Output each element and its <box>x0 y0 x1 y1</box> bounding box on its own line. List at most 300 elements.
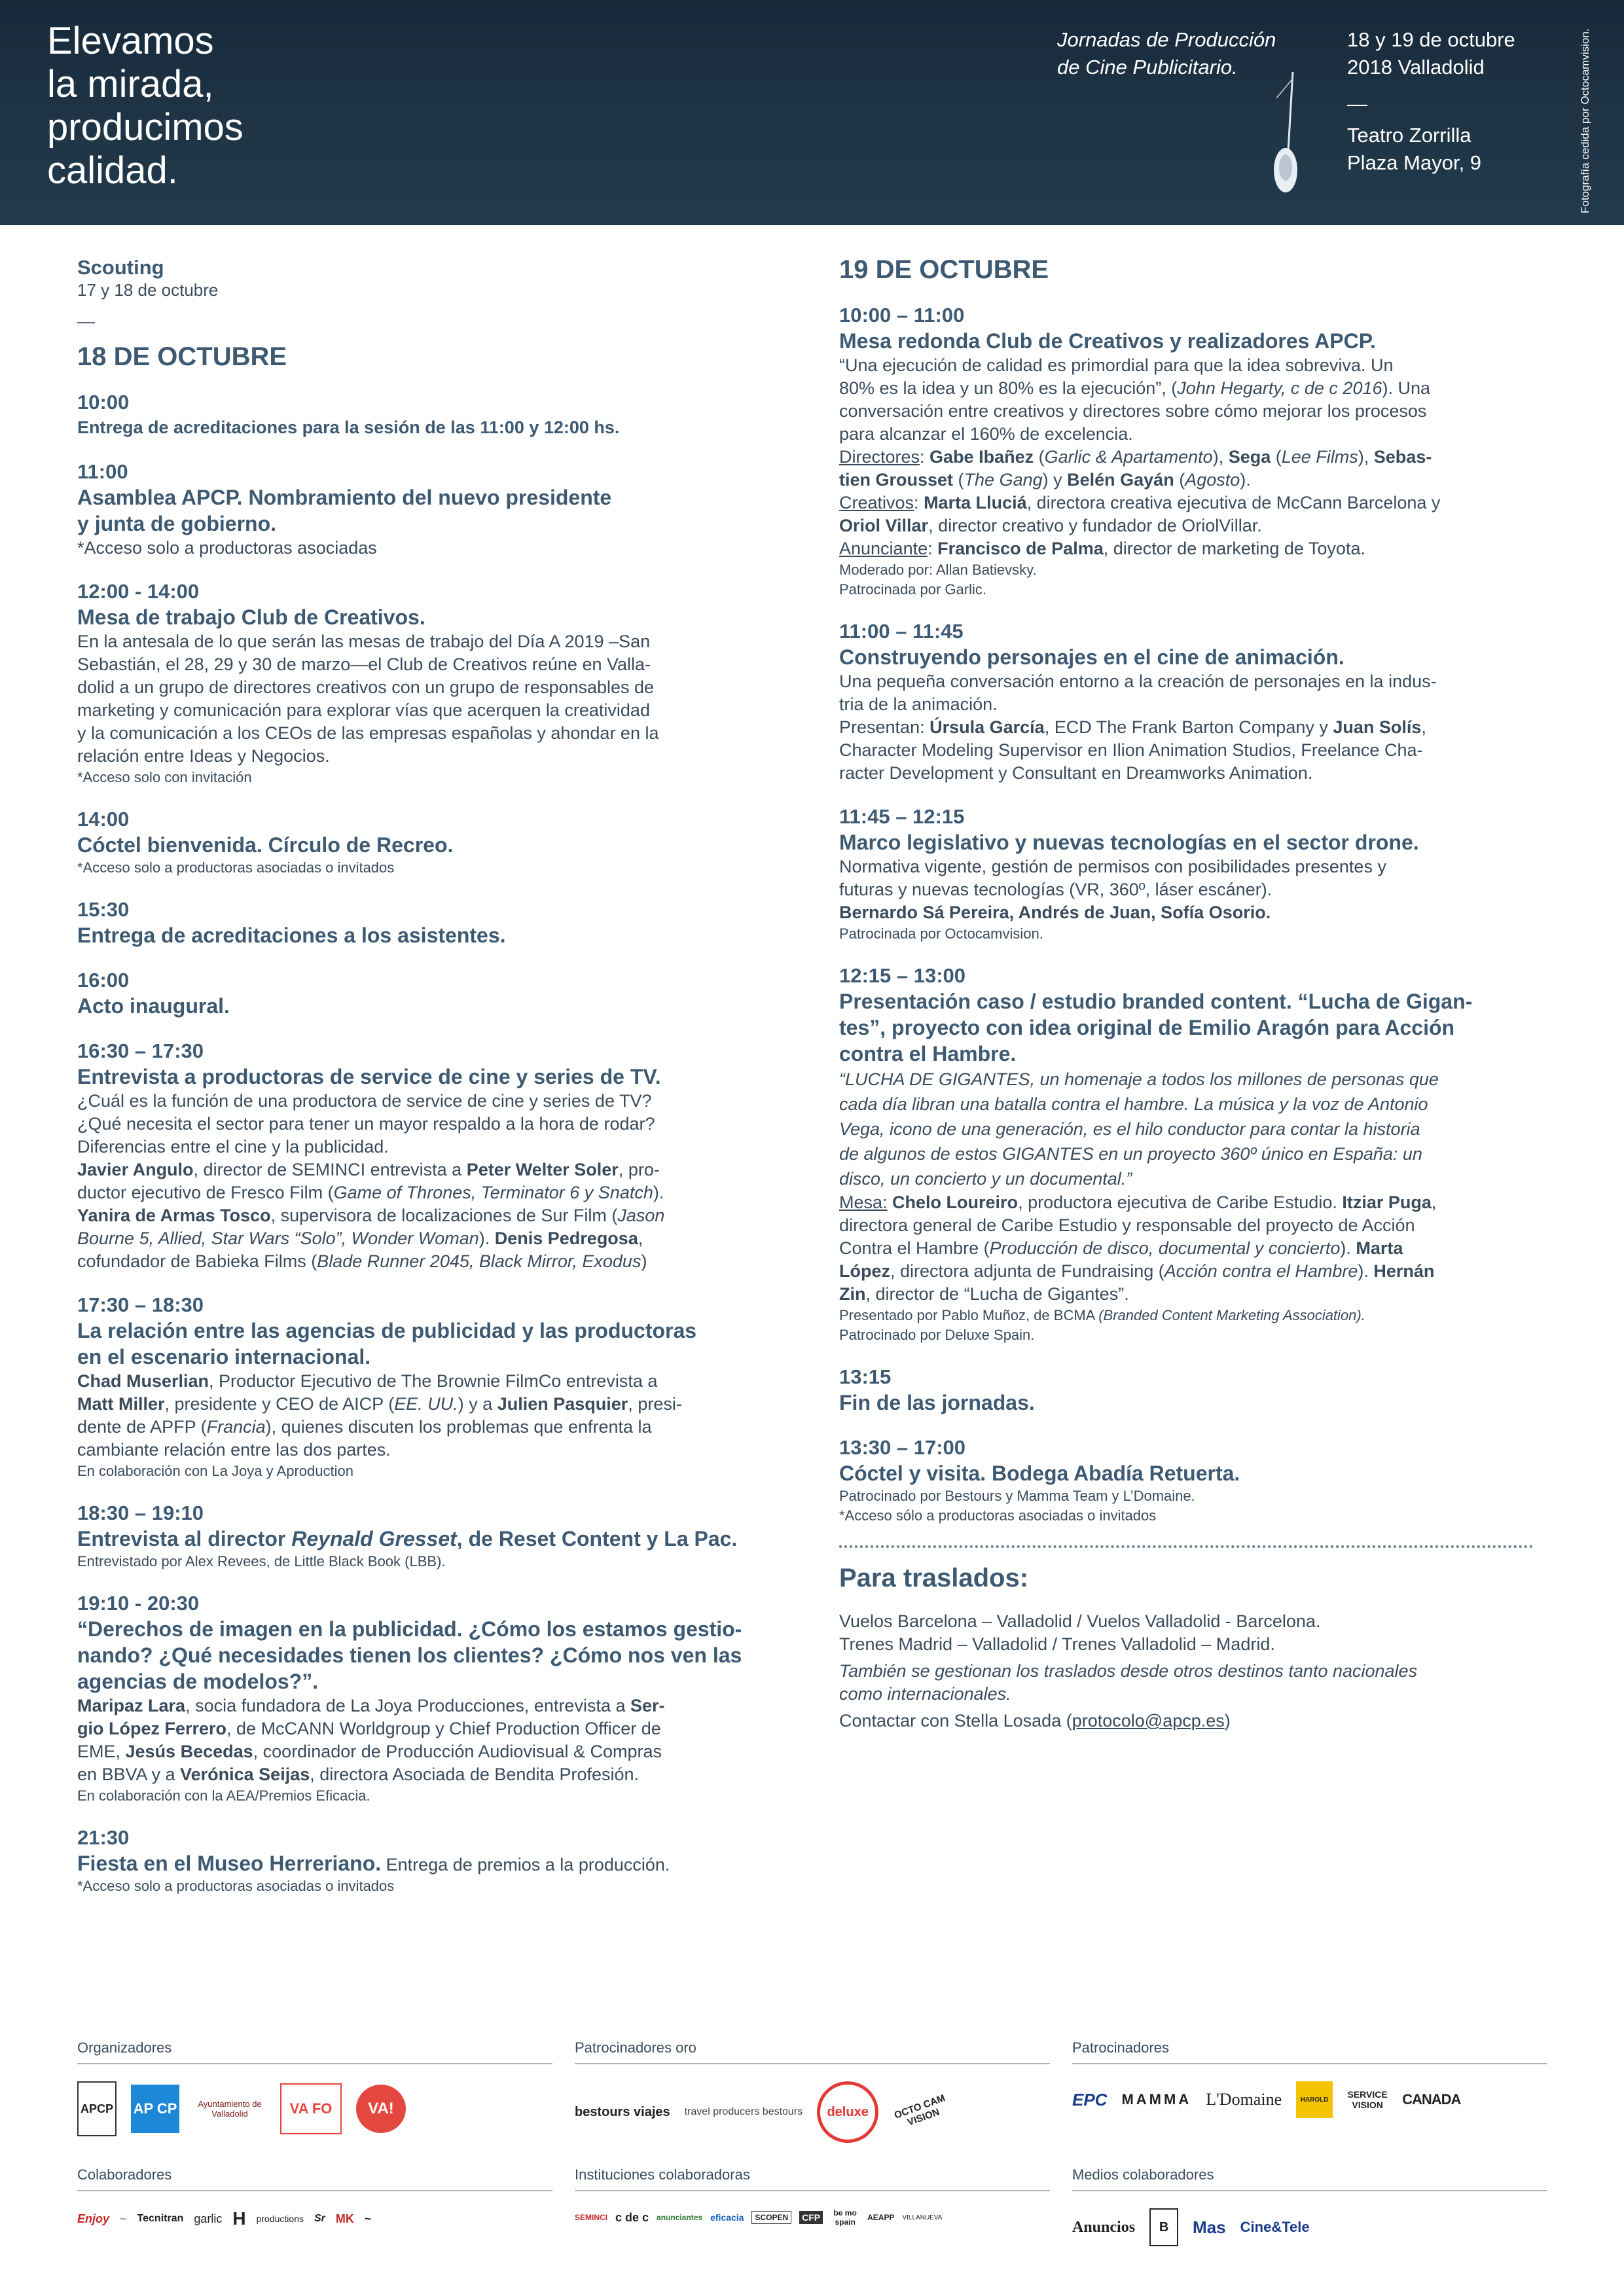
email-link[interactable]: protocolo@apcp.es <box>1072 1711 1225 1731</box>
collaborator-logo: garlic <box>194 2212 223 2225</box>
speaker-name: Marta <box>1356 1238 1403 1258</box>
session-title: “Derechos de imagen en la publicidad. ¿Cómo los estamos gestio- <box>77 1617 742 1641</box>
speaker-name: Peter Welter Soler <box>466 1160 619 1179</box>
text: , Productor Ejecutivo de The Brownie FilmCo entrevista a <box>209 1371 658 1391</box>
quote-line: “LUCHA DE GIGANTES, un homenaje a todos los millones de personas que <box>839 1069 1439 1089</box>
text: Lee Films <box>1281 447 1358 467</box>
bestours-logo: bestours viajes <box>575 2104 670 2119</box>
institution-logo: AEAPP <box>867 2213 895 2222</box>
session-time: 11:00 <box>77 460 128 483</box>
dash: — <box>1347 92 1367 115</box>
session-time: 14:00 <box>77 808 130 831</box>
session-note <box>839 1306 1553 1325</box>
footer-divider <box>1072 2190 1547 2191</box>
travel-producers-logo: travel producers bestours <box>684 2106 803 2117</box>
text: , directora adjunta de Fundraising ( <box>890 1261 1164 1281</box>
text: ductor ejecutivo de Fresco Film ( <box>77 1183 334 1202</box>
institution-logo: c de c <box>615 2210 649 2224</box>
text: (Branded Content Marketing Association). <box>1098 1307 1365 1323</box>
collaborator-logo: H <box>232 2208 246 2229</box>
speaker-name: Jesús Becedas <box>125 1742 253 1761</box>
speaker-name: Gabe Ibañez <box>929 447 1034 467</box>
session-note: Patrocinado por Deluxe Spain. <box>839 1327 1035 1343</box>
schedule-day-19 <box>839 255 1553 1732</box>
quote-line: Vega, icono de una generación, es el hilo conductor para contar la historia <box>839 1119 1420 1139</box>
text: 80% es la idea y un 80% es la ejecución”, ( <box>839 378 1178 398</box>
text: John Hegarty, c de c 2016 <box>1177 378 1382 398</box>
session-time: 12:00 - 14:00 <box>77 580 200 603</box>
text: APCP <box>80 2102 113 2115</box>
collaborator-logo: ~ <box>364 2212 372 2225</box>
session <box>77 459 791 560</box>
transfers-line: Trenes Madrid – Valladolid / Trenes Valladolid – Madrid. <box>839 1634 1275 1654</box>
mamma-logo: MAMMA <box>1121 2091 1192 2108</box>
footer-label: Colaboradores <box>77 2166 172 2183</box>
session-note: *Acceso solo a productoras asociadas o invitados <box>77 1878 395 1894</box>
text: , productora ejecutiva de Caribe Estudio. <box>1018 1193 1343 1212</box>
speaker-name: Zin <box>839 1284 866 1304</box>
text: Presentan: <box>839 717 930 737</box>
text: , presidente y CEO de AICP ( <box>164 1394 395 1414</box>
event-line: de Cine Publicitario. <box>1057 56 1238 79</box>
session-time: 10:00 <box>77 391 130 414</box>
session-body <box>77 1227 791 1250</box>
session-note: Patrocinado por Bestours y Mamma Team y L’Domaine. <box>839 1488 1195 1504</box>
valladolid-logo: Ayuntamiento de Valladolid <box>198 2099 262 2119</box>
session-time: 10:00 – 11:00 <box>839 304 965 327</box>
session-title: contra el Hambre. <box>839 1042 1017 1066</box>
session-body: directora general de Caribe Estudio y responsable del proyecto de Acción <box>839 1215 1415 1235</box>
session-title: Marco legislativo y nuevas tecnologías en el sector drone. <box>839 831 1419 854</box>
speaker-name: Javier Angulo <box>77 1160 194 1179</box>
session-time: 13:15 <box>839 1365 892 1388</box>
session-note: *Acceso solo a productoras asociadas <box>77 538 377 558</box>
speaker-name: Matt Miller <box>77 1394 165 1414</box>
session-title: Acto inaugural. <box>77 994 230 1018</box>
footer-divider <box>1072 2063 1547 2064</box>
footer-divider <box>575 2190 1050 2191</box>
slogan-line: la mirada, <box>47 63 214 105</box>
logo-row <box>1072 2081 1547 2118</box>
session-body <box>77 1763 791 1786</box>
transfers-contact <box>839 1710 1553 1732</box>
session <box>77 1825 791 1896</box>
text: , <box>1421 717 1426 737</box>
session-time: 11:45 – 12:15 <box>839 805 965 828</box>
session-body <box>77 1204 791 1227</box>
session-title: La relación entre las agencias de publicidad y las productoras <box>77 1319 697 1342</box>
session-body: ¿Cuál es la función de una productora de service de cine y series de TV? <box>77 1091 652 1111</box>
logo-row <box>77 2081 552 2136</box>
scouting-dates: 17 y 18 de octubre <box>77 280 219 300</box>
speaker-name: Chad Muserlian <box>77 1371 209 1391</box>
venue-line: Plaza Mayor, 9 <box>1347 151 1482 174</box>
session-body: tria de la animación. <box>839 694 998 714</box>
session-time: 12:15 – 13:00 <box>839 964 966 987</box>
institution-logo: eficacia <box>710 2212 744 2223</box>
footer-divider <box>77 2063 552 2064</box>
text: , pro- <box>618 1160 660 1179</box>
session <box>77 579 791 787</box>
ldomaine-logo: L'Domaine <box>1206 2090 1282 2109</box>
collaborator-logo: Tecnitran <box>137 2213 184 2224</box>
logo-row <box>1072 2208 1547 2246</box>
session <box>839 303 1553 600</box>
vafo-logo: VA FO <box>280 2083 342 2134</box>
session-title: tes”, proyecto con idea original de Emilio Aragón para Acción <box>839 1016 1455 1039</box>
session-note: En colaboración con la AEA/Premios Eficacia. <box>77 1787 370 1804</box>
text: Agosto <box>1185 470 1240 490</box>
session-body: Anunciante: Francisco de Palma, director de marketing de Toyota. <box>839 539 1365 558</box>
collaborators-block <box>77 2166 552 2229</box>
quote-line: de algunos de estos GIGANTES en un proyecto 360º único en España: un <box>839 1144 1422 1164</box>
session <box>77 390 791 440</box>
session-body: cambiante relación entre las dos partes. <box>77 1440 391 1460</box>
session-note: Entrevistado por Alex Revees, de Little Black Book (LBB). <box>77 1553 446 1570</box>
text: ). <box>478 1229 495 1248</box>
collaborator-logo: MK <box>335 2212 354 2225</box>
text: Creativos <box>839 493 914 512</box>
text: The Gang <box>964 470 1043 490</box>
venue-line: Teatro Zorrilla <box>1347 124 1471 147</box>
session-title: Mesa de trabajo Club de Creativos. <box>77 605 425 629</box>
session-body <box>77 1181 791 1204</box>
text: ) <box>1224 1711 1231 1731</box>
session-time: 15:30 <box>77 898 130 921</box>
text: EME, <box>77 1742 126 1761</box>
speaker-name: Verónica Seijas <box>180 1765 310 1784</box>
session-title <box>77 1850 791 1876</box>
text: , de McCANN Worldgroup y Chief Production Officer de <box>226 1719 661 1738</box>
speaker-name: Úrsula García <box>929 717 1045 737</box>
event-dates-venue <box>1347 26 1515 177</box>
session-body <box>77 1740 791 1763</box>
session-title: y junta de gobierno. <box>77 512 277 535</box>
text: , <box>1431 1193 1437 1212</box>
text: Fiesta en el Museo Herreriano. <box>77 1852 382 1875</box>
speaker-name: Denis Pedregosa <box>494 1229 638 1248</box>
session-title <box>77 1526 791 1552</box>
text: Presentado por Pablo Muñoz, de BCMA <box>839 1307 1099 1323</box>
session-time: 11:00 – 11:45 <box>839 620 964 643</box>
speaker-name: gio López Ferrero <box>77 1719 227 1738</box>
collaborator-logo: productions <box>256 2214 304 2224</box>
institution-logo: VILLANUEVA <box>902 2214 943 2221</box>
text: Directores <box>839 447 920 467</box>
day-title: 19 DE OCTUBRE <box>839 255 1049 284</box>
text: ). Una <box>1382 378 1431 398</box>
session-title: Entrevista a productoras de service de cine y series de TV. <box>77 1065 661 1088</box>
epc-logo: EPC <box>1072 2089 1108 2109</box>
text: , <box>638 1229 643 1248</box>
deluxe-logo: deluxe <box>817 2081 878 2143</box>
session-body: conversación entre creativos y directores sobre cómo mejorar los procesos <box>839 401 1427 421</box>
speaker-name: López <box>839 1261 890 1281</box>
text: Producción de disco, documental y concierto <box>989 1238 1341 1258</box>
session-title: Cóctel y visita. Bodega Abadía Retuerta. <box>839 1462 1240 1485</box>
institution-logo: be mo spain <box>833 2208 857 2227</box>
text: , directora Asociada de Bendita Profesión. <box>310 1765 640 1784</box>
footer-divider <box>575 2063 1050 2064</box>
session-body: Diferencias entre el cine y la publicidad. <box>77 1137 389 1157</box>
event-line: Jornadas de Producción <box>1057 28 1276 51</box>
text: Entrevista al director <box>77 1527 292 1551</box>
session-body: y la comunicación a los CEOs de las empresas españolas y ahondar en la <box>77 723 659 743</box>
slogan-line: calidad. <box>47 149 178 192</box>
speaker-name: Hernán <box>1373 1261 1435 1281</box>
b-logo: B <box>1149 2208 1178 2246</box>
session-body: Directores: Gabe Ibañez (Garlic & Apartamento), Sega (Lee Films), Sebas- <box>839 447 1432 467</box>
quote-line: cada día libran una batalla contra el hambre. La música y la voz de Antonio <box>839 1094 1428 1114</box>
session-body: En la antesala de lo que serán las mesas de trabajo del Día A 2019 –San <box>77 632 651 651</box>
institution-logo: CFP <box>799 2211 823 2224</box>
speaker-name: Julien Pasquier <box>497 1394 628 1414</box>
session-body <box>839 1191 1553 1214</box>
session-title: Fin de las jornadas. <box>839 1391 1035 1414</box>
text: en BBVA y a <box>77 1765 181 1784</box>
organizers-block <box>77 2039 552 2136</box>
slogan <box>47 20 244 192</box>
scouting-title: Scouting <box>77 256 164 279</box>
service-vision-logo: SERVICE VISION <box>1347 2089 1388 2110</box>
session-time: 17:30 – 18:30 <box>77 1293 204 1316</box>
session-time: 13:30 – 17:00 <box>839 1436 966 1459</box>
text: ). <box>653 1183 664 1202</box>
session-title: Presentación caso / estudio branded content. “Lucha de Gigan- <box>839 990 1473 1013</box>
session-body <box>839 1237 1553 1260</box>
session-note: *Acceso solo con invitación <box>77 769 252 785</box>
session-time: 16:00 <box>77 969 130 992</box>
footer-label: Organizadores <box>77 2039 172 2056</box>
cinetele-logo: Cine&Tele <box>1240 2219 1310 2235</box>
session-body <box>839 514 1553 537</box>
session-quote <box>839 1067 1553 1191</box>
text: Bourne 5, Allied, Star Wars “Solo”, Wonder Woman <box>77 1229 479 1248</box>
text: , director de marketing de Toyota. <box>1103 539 1365 558</box>
speaker-name: Juan Solís <box>1333 717 1422 737</box>
session-body: Sebastián, el 28, 29 y 30 de marzo—el Club de Creativos reúne en Valla- <box>77 655 651 674</box>
footer-divider <box>77 2190 552 2191</box>
apcp-logo <box>77 2081 117 2136</box>
text: , coordinador de Producción Audiovisual & Compras <box>253 1742 662 1761</box>
schedule-day-18 <box>77 255 791 1916</box>
text: Anunciante <box>839 539 928 558</box>
speaker-name: Ser- <box>630 1696 665 1715</box>
session <box>839 1365 1553 1416</box>
session-note: En colaboración con La Joya y Aproduction <box>77 1463 353 1479</box>
institution-logo: SCOPEN <box>751 2211 791 2224</box>
text: dente de APFP ( <box>77 1417 207 1437</box>
event-name <box>1057 26 1276 81</box>
dash: — <box>77 312 95 331</box>
session-body: Una pequeña conversación entorno a la creación de personajes en la indus- <box>839 672 1437 691</box>
session <box>839 804 1553 944</box>
text: cofundador de Babieka Films ( <box>77 1251 317 1271</box>
anuncios-logo: Anuncios <box>1072 2218 1136 2236</box>
institution-logo: SEMINCI <box>575 2213 608 2222</box>
institutions-block <box>575 2166 1050 2227</box>
text: Acción contra el Hambre <box>1164 1261 1358 1281</box>
session <box>77 1501 791 1571</box>
text: ). <box>1340 1238 1356 1258</box>
session-title: Entrega de acreditaciones para la sesión de las 11:00 y 12:00 hs. <box>77 418 620 437</box>
collaborator-logo: Enjoy <box>77 2212 110 2225</box>
speaker-name: Francisco de Palma <box>937 539 1104 558</box>
institution-logo: anunciantes <box>657 2213 703 2222</box>
session-title: Asamblea APCP. Nombramiento del nuevo presidente <box>77 486 612 509</box>
day-title: 18 DE OCTUBRE <box>77 342 287 371</box>
header-banner <box>0 0 1624 225</box>
session-body <box>77 1393 791 1416</box>
session-body: racter Development y Consultant en Dreamworks Animation. <box>839 763 1313 783</box>
text: ), quienes discuten los problemas que enfrenta la <box>265 1417 652 1437</box>
photo-credit: Fotografía cedida por Octocamvision. <box>1579 28 1591 213</box>
session <box>77 807 791 878</box>
text: Mesa: <box>839 1193 888 1212</box>
session-body <box>77 1250 791 1273</box>
session-time: 18:30 – 19:10 <box>77 1501 204 1524</box>
octocamvision-logo: OCTO CAM VISION <box>893 2092 947 2128</box>
slogan-line: Elevamos <box>47 20 214 62</box>
footer-label: Patrocinadores <box>1072 2039 1169 2056</box>
session-body <box>77 1717 791 1740</box>
text: Entrega de premios a la producción. <box>381 1855 670 1874</box>
session-note: *Acceso sólo a productoras asociadas o invitados <box>839 1507 1157 1524</box>
session-body <box>839 1260 1553 1283</box>
session-body: Character Modeling Supervisor en Ilion Animation Studios, Freelance Cha- <box>839 740 1423 760</box>
session-body <box>839 1283 1553 1306</box>
sponsors-block <box>1072 2039 1547 2118</box>
text: , supervisora de localizaciones de Sur Film ( <box>270 1206 618 1225</box>
text: Garlic & Apartamento <box>1044 447 1213 467</box>
session-body <box>77 1370 791 1393</box>
speaker-name: Oriol Villar <box>839 516 929 535</box>
session-time: 16:30 – 17:30 <box>77 1039 204 1062</box>
session-body <box>77 1695 791 1717</box>
text: EE. UU. <box>394 1394 458 1414</box>
text: , director de “Lucha de Gigantes”. <box>865 1284 1129 1304</box>
text: , director creativo y fundador de OriolVillar. <box>928 516 1262 535</box>
logo-row <box>575 2208 1050 2227</box>
session-body: tien Grousset (The Gang) y Belén Gayán (Agosto). <box>839 470 1251 490</box>
logo-row <box>77 2208 552 2229</box>
collaborator-logo: Sr <box>314 2213 325 2224</box>
session-body: ¿Qué necesita el sector para tener un mayor respaldo a la hora de rodar? <box>77 1114 655 1134</box>
session-note: Patrocinada por Octocamvision. <box>839 925 1043 942</box>
speaker-name: Belén Gayán <box>1067 470 1174 490</box>
text: ) <box>641 1251 647 1271</box>
session-body <box>77 1416 791 1439</box>
session-body: dolid a un grupo de directores creativos con un grupo de responsables de <box>77 677 655 697</box>
speaker-name: Chelo Loureiro <box>892 1193 1019 1212</box>
text: Jason <box>617 1206 665 1225</box>
mas-logo: Mas <box>1193 2217 1226 2237</box>
session-title: Mesa redonda Club de Creativos y realizadores APCP. <box>839 329 1376 353</box>
text: , director de SEMINCI entrevista a <box>193 1160 467 1179</box>
session-note: Patrocinada por Garlic. <box>839 581 986 598</box>
session-note: Moderado por: Allan Batievsky. <box>839 562 1037 578</box>
session-time: 19:10 - 20:30 <box>77 1592 200 1615</box>
session-body <box>77 1158 791 1181</box>
transfers-line: Vuelos Barcelona – Valladolid / Vuelos Valladolid - Barcelona. <box>839 1611 1321 1631</box>
media-block <box>1072 2166 1547 2246</box>
session-body: marketing y comunicación para explorar vías que acerquen la creatividad <box>77 700 650 720</box>
transfers-line: También se gestionan los traslados desde otros destinos tanto nacionales <box>839 1661 1418 1681</box>
quote-line: disco, un concierto y un documental.” <box>839 1169 1132 1189</box>
text: , socia fundadora de La Joya Producciones, entrevista a <box>185 1696 630 1715</box>
session-title: Construyendo personajes en el cine de animación. <box>839 645 1344 669</box>
text: Blade Runner 2045, Black Mirror, Exodus <box>317 1251 641 1271</box>
session-body: futuras y nuevas tecnologías (VR, 360º, láser escáner). <box>839 880 1272 899</box>
session-title: Cóctel bienvenida. Círculo de Recreo. <box>77 833 454 857</box>
session-title: Entrega de acreditaciones a los asistentes. <box>77 924 506 947</box>
footer-label: Instituciones colaboradoras <box>575 2166 750 2183</box>
slogan-line: producimos <box>47 106 244 149</box>
speaker-name: Itziar Puga <box>1342 1193 1432 1212</box>
session-body <box>839 377 1553 400</box>
text: ). <box>1358 1261 1374 1281</box>
session <box>77 1591 791 1806</box>
session <box>839 619 1553 785</box>
canada-logo: CANADA <box>1402 2091 1461 2108</box>
collaborator-logo: ~ <box>120 2212 127 2225</box>
text: Contactar con Stella Losada ( <box>839 1711 1072 1731</box>
session-title: agencias de modelos?”. <box>77 1670 319 1693</box>
footer-label: Patrocinadores oro <box>575 2039 696 2056</box>
session-body: “Una ejecución de calidad es primordial para que la idea sobreviva. Un <box>839 355 1394 375</box>
text: Francia <box>206 1417 266 1437</box>
logo-row <box>575 2081 1050 2143</box>
session-body: para alcanzar el 160% de excelencia. <box>839 424 1133 444</box>
session-title: en el escenario internacional. <box>77 1345 371 1369</box>
transfers-line: como internacionales. <box>839 1684 1011 1704</box>
session <box>77 1039 791 1273</box>
speaker-name: tien Grousset <box>839 470 954 490</box>
speaker-name: Sega <box>1228 447 1271 467</box>
text: , directora creativa ejecutiva de McCann Barcelona y <box>1026 493 1441 512</box>
session-body: Creativos: Marta Lluciá, directora creativa ejecutiva de McCann Barcelona y <box>839 493 1441 512</box>
gold-sponsors-block <box>575 2039 1050 2143</box>
va-logo: VA! <box>356 2085 406 2133</box>
harold-logo: HAROLD <box>1296 2081 1333 2118</box>
footer-label: Medios colaboradores <box>1072 2166 1214 2183</box>
session <box>77 897 791 948</box>
speaker-name: Marta Lluciá <box>924 493 1027 512</box>
speaker-name: Sebas- <box>1373 447 1432 467</box>
transfers-section <box>839 1564 1553 1732</box>
session-note: *Acceso solo a productoras asociadas o invitados <box>77 859 395 876</box>
session <box>77 968 791 1019</box>
session-time: 21:30 <box>77 1826 130 1849</box>
apcp-blue-logo: AP CP <box>131 2085 179 2133</box>
text: , de Reset Content y La Pac. <box>456 1527 738 1551</box>
dotted-divider <box>839 1545 1533 1548</box>
text: ) y a <box>458 1394 497 1414</box>
transfers-title: Para traslados: <box>839 1564 1029 1592</box>
session-body <box>839 716 1553 739</box>
session <box>839 963 1553 1345</box>
session <box>839 1435 1553 1526</box>
session-title: nando? ¿Qué necesidades tienen los clientes? ¿Cómo nos ven las <box>77 1643 742 1667</box>
speaker-name: Yanira de Armas Tosco <box>77 1206 271 1225</box>
speaker-name: Maripaz Lara <box>77 1696 186 1715</box>
text: Game of Thrones, Terminator 6 y Snatch <box>333 1183 653 1202</box>
session-body: Normativa vigente, gestión de permisos con posibilidades presentes y <box>839 857 1386 876</box>
session <box>77 1293 791 1481</box>
text: Contra el Hambre ( <box>839 1238 990 1258</box>
date-line: 18 y 19 de octubre <box>1347 28 1515 51</box>
date-line: 2018 Valladolid <box>1347 56 1485 79</box>
